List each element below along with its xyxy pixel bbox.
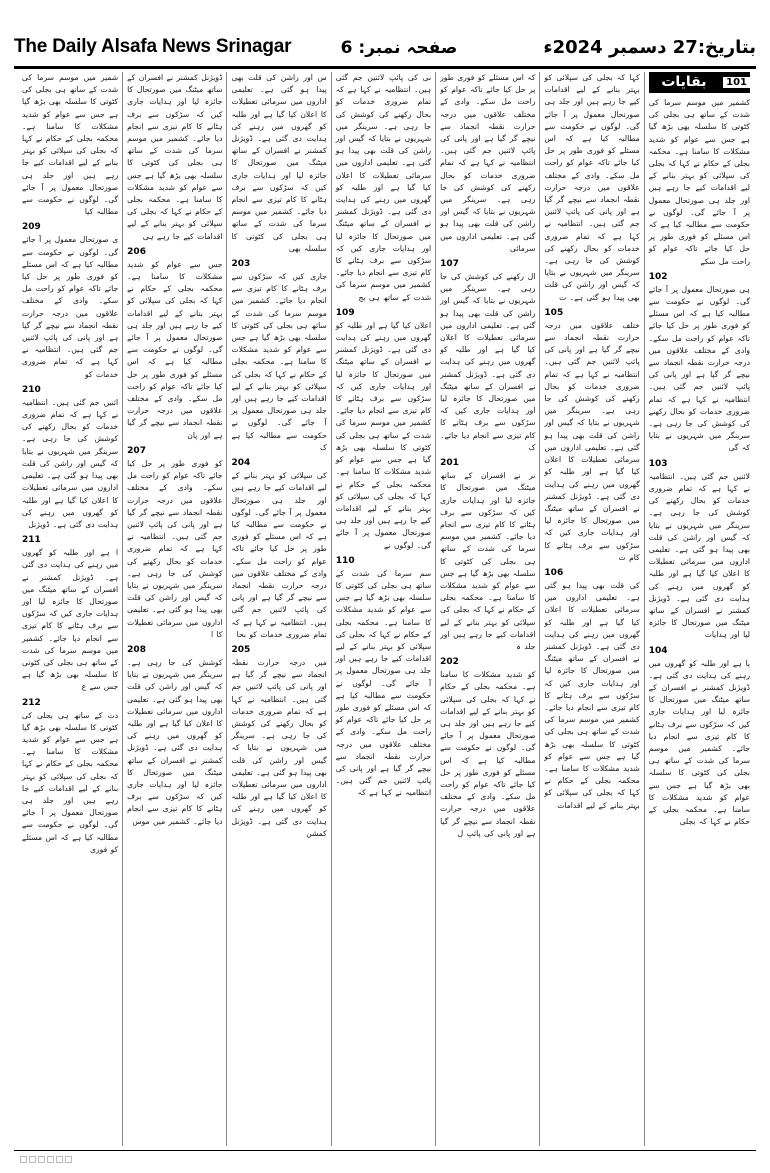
article-paragraph: نی کی پائپ لائنیں جم گئی ہیں۔ انتظامیہ نے کہا ہے کہ تمام ضروری خدمات کو بحال رکھنے کی کوشش کی جا رہی ہے۔ سرینگر میں شہریوں نے بتایا کہ گیس اور راشن کی قلت بھی پیدا ہو گئی ہے۔ تعلیمی اداروں میں سرمائی تعطیلات کا اعلان کیا گیا ہے اور طلبہ کو گھروں میں رہنے کی ہدایت دی گئی ہے۔ ڈویژنل کمشنر نے افسران کے ساتھ میٹنگ میں صورتحال کا جائزہ لیا اور ہدایات جاری کیں کہ سڑکوں سے برف ہٹانے کا کام تیزی سے انجام دیا جائے۔ کشمیر میں موسم سرما کی شدت کے ساتھ ہی بج bbox=[335, 73, 432, 302]
section-number: 201 bbox=[440, 458, 459, 469]
article-paragraph: کو فوری طور پر حل کیا جائے تاکہ عوام کو راحت مل سکے۔ وادی کے مختلف علاقوں میں درجہ حرارت نقطہ انجماد سے نیچے گر گیا ہے اور پانی کی پائپ لائنیں جم گئی ہیں۔ انتظامیہ نے کہا ہے کہ تمام ضروری خدمات کو بحال رکھنے کی کوشش کی جا رہی ہے۔ سرینگر میں شہریوں نے بتایا کہ گیس اور راشن کی قلت بھی پیدا ہو گئی ہے۔ تعلیمی اداروں میں سرمائی تعطیلات کا ا bbox=[127, 458, 223, 639]
column-2 bbox=[539, 72, 643, 1146]
section-number: 212 bbox=[22, 697, 41, 708]
article-paragraph: ال رکھنے کی کوشش کی جا رہی ہے۔ سرینگر میں شہریوں نے بتایا کہ گیس اور راشن کی قلت بھی پیدا ہو گئی ہے۔ تعلیمی اداروں میں سرمائی تعطیلات کا اعلان کیا گیا ہے اور طلبہ کو گھروں میں رہنے کی ہدایت دی گئی ہے۔ ڈویژنل کمشنر نے افسران کے ساتھ میٹنگ میں صورتحال کا جائزہ لیا اور ہدایات جاری کیں کہ سڑکوں سے برف ہٹانے کا کام تیزی سے انجام دیا جائے۔ ک bbox=[440, 272, 536, 452]
column-3 bbox=[435, 72, 539, 1146]
article-paragraph: کی قلت بھی پیدا ہو گئی ہے۔ تعلیمی اداروں میں سرمائی تعطیلات کا اعلان کیا گیا ہے اور طلبہ کو گھروں میں رہنے کی ہدایت دی گئی ہے۔ ڈویژنل کمشنر نے افسران کے ساتھ میٹنگ میں صورتحال کا جائزہ لیا اور ہدایات جاری کیں کہ سڑکوں سے برف ہٹانے کا کام تیزی سے انجام دیا جائے۔ کشمیر میں موسم سرما کی شدت کے ساتھ ہی بجلی کی کٹوتی کا سلسلہ بھی بڑھ گیا ہے جس سے عوام کو شدید مشکلات کا سامنا ہے۔ محکمہ بجلی کے حکام نے کہا کہ بجلی کی سپلائی کو بہتر بنانے کے لیے اقدامات bbox=[544, 580, 640, 810]
article-paragraph: نر نے افسران کے ساتھ میٹنگ میں صورتحال کا جائزہ لیا اور ہدایات جاری کیں کہ سڑکوں سے برف ہٹانے کا کام تیزی سے انجام دیا جائے۔ کشمیر میں موسم سرما کی شدت کے ساتھ ہی بجلی کی کٹوتی کا سلسلہ بھی بڑھ گیا ہے جس سے عوام کو شدید مشکلات کا سامنا ہے۔ محکمہ بجلی کے حکام نے کہا کہ بجلی کی سپلائی کو بہتر بنانے کے لیے اقدامات کیے جا رہے ہیں اور جلد ہ bbox=[440, 471, 536, 651]
article-paragraph: اعلان کیا گیا ہے اور طلبہ کو گھروں میں رہنے کی ہدایت دی گئی ہے۔ ڈویژنل کمشنر نے افسران کے ساتھ میٹنگ میں صورتحال کا جائزہ لیا اور ہدایات جاری کیں کہ سڑکوں سے برف ہٹانے کا کام تیزی سے انجام دیا جائے۔ کشمیر میں موسم سرما کی شدت کے ساتھ ہی بجلی کی کٹوتی کا سلسلہ بھی بڑھ گیا ہے جس سے عوام کو شدید مشکلات کا سامنا ہے۔ محکمہ بجلی کے حکام نے کہا کہ بجلی کی سپلائی کو بہتر بنانے کے لیے اقدامات کیے جا رہے ہیں اور جلد ہی صورتحال معمول پر آ جائے گی۔ لوگوں نے bbox=[335, 320, 432, 550]
article-paragraph: کہ اس مسئلے کو فوری طور پر حل کیا جائے تاکہ عوام کو راحت مل سکے۔ وادی کے مختلف علاقوں میں درجہ حرارت نقطہ انجماد سے نیچے گر گیا ہے اور پانی کی پائپ لائنیں جم گئی ہیں۔ انتظامیہ نے کہا ہے کہ تمام ضروری خدمات کو بحال رکھنے کی کوشش کی جا رہی ہے۔ سرینگر میں شہریوں نے بتایا کہ گیس اور راشن کی قلت بھی پیدا ہو گئی ہے۔ تعلیمی اداروں میں سرمائی bbox=[440, 73, 536, 253]
section-number: 203 bbox=[231, 259, 251, 270]
banner-number: 101 bbox=[723, 77, 750, 88]
section-number: 103 bbox=[648, 458, 668, 469]
section-number: 211 bbox=[22, 535, 41, 546]
column-6 bbox=[122, 72, 226, 1146]
section-number: 102 bbox=[648, 271, 668, 282]
column-5 bbox=[226, 72, 330, 1146]
section-number: 205 bbox=[231, 644, 251, 655]
column-1 bbox=[644, 72, 754, 1146]
article-paragraph: ہی صورتحال معمول پر آ جائے گی۔ لوگوں نے حکومت سے مطالبہ کیا ہے کہ اس مسئلے کو فوری طور پر حل کیا جائے تاکہ عوام کو راحت مل سکے۔ وادی کے مختلف علاقوں میں درجہ حرارت نقطہ انجماد سے نیچے گر گیا ہے اور پانی کی پائپ لائنیں جم گئی ہیں۔ انتظامیہ نے کہا ہے کہ تمام ضروری خدمات کو بحال رکھنے کی کوشش کی جا رہی ہے۔ سرینگر میں شہریوں نے بتایا کہ گی bbox=[648, 284, 750, 453]
header-rule bbox=[14, 66, 756, 69]
article-paragraph: س اور راشن کی قلت بھی پیدا ہو گئی ہے۔ تعلیمی اداروں میں سرمائی تعطیلات کا اعلان کیا گیا ہے اور طلبہ کو گھروں میں رہنے کی ہدایت دی گئی ہے۔ ڈویژنل کمشنر نے افسران کے ساتھ میٹنگ میں صورتحال کا جائزہ لیا اور ہدایات جاری کیں کہ سڑکوں سے برف ہٹانے کا کام تیزی سے انجام دیا جائے۔ کشمیر میں موسم سرما کی شدت کے ساتھ ہی بجلی کی کٹوتی کا سلسلہ بھی bbox=[231, 73, 327, 253]
section-number: 110 bbox=[335, 555, 355, 566]
section-number: 109 bbox=[335, 307, 355, 318]
article-paragraph: یا ہے اور طلبہ کو گھروں میں رہنے کی ہدایت دی گئی ہے۔ ڈویژنل کمشنر نے افسران کے ساتھ میٹنگ میں صورتحال کا جائزہ لیا اور ہدایات جاری کیں کہ سڑکوں سے برف ہٹانے کا کام تیزی سے انجام دیا جائے۔ کشمیر میں موسم سرما کی شدت کے ساتھ ہی بجلی کی کٹوتی کا سلسلہ بھی بڑھ گیا ہے جس سے عوام کو شدید مشکلات کا سامنا ہے۔ محکمہ بجلی کے حکام نے کہا کہ بجلی bbox=[648, 658, 750, 827]
issue-date: بتاریخ:27 دسمبر 2024ء bbox=[543, 36, 756, 58]
article-paragraph: ائنیں جم گئی ہیں۔ انتظامیہ نے کہا ہے کہ تمام ضروری خدمات کو بحال رکھنے کی کوشش کی جا رہی ہے۔ سرینگر میں شہریوں نے بتایا کہ گیس اور راشن کی قلت بھی پیدا ہو گئی ہے۔ تعلیمی اداروں میں سرمائی تعطیلات کا اعلان کیا گیا ہے اور طلبہ کو گھروں میں رہنے کی ہدایت دی گئی ہے۔ ڈویژنل bbox=[22, 397, 119, 529]
section-number: 107 bbox=[440, 259, 459, 270]
section-number: 210 bbox=[22, 384, 41, 395]
footer-rule bbox=[14, 1150, 756, 1151]
section-number: 105 bbox=[544, 307, 564, 318]
article-paragraph: کو شدید مشکلات کا سامنا ہے۔ محکمہ بجلی کے حکام نے کہا کہ بجلی کی سپلائی کو بہتر بنانے کے لیے اقدامات کیے جا رہے ہیں اور جلد ہی صورتحال معمول پر آ جائے گی۔ لوگوں نے حکومت سے مطالبہ کیا ہے کہ اس مسئلے کو فوری طور پر حل کیا جائے تاکہ عوام کو راحت مل سکے۔ وادی کے مختلف علاقوں میں درجہ حرارت نقطہ انجماد سے نیچے گر گیا ہے اور پانی کی پائپ ل bbox=[440, 670, 536, 838]
article-paragraph: شمیر میں موسم سرما کی شدت کے ساتھ ہی بجلی کی کٹوتی کا سلسلہ بھی بڑھ گیا ہے جس سے عوام کو شدید مشکلات کا سامنا ہے۔ محکمہ بجلی کے حکام نے کہا کہ بجلی کی سپلائی کو بہتر بنانے کے لیے اقدامات کیے جا رہے ہیں اور جلد ہی صورتحال معمول پر آ جائے گی۔ لوگوں نے حکومت سے مطالبہ کیا bbox=[22, 73, 119, 217]
article-paragraph: کہا کہ بجلی کی سپلائی کو بہتر بنانے کے لیے اقدامات کیے جا رہے ہیں اور جلد ہی صورتحال معمول پر آ جائے گی۔ لوگوں نے حکومت سے مطالبہ کیا ہے کہ اس مسئلے کو فوری طور پر حل کیا جائے تاکہ عوام کو راحت مل سکے۔ وادی کے مختلف علاقوں میں درجہ حرارت نقطہ انجماد سے نیچے گر گیا ہے اور پانی کی پائپ لائنیں جم گئی ہیں۔ انتظامیہ نے کہا ہے کہ تمام ضروری خدمات کو بحال رکھنے کی کوشش کی جا رہی ہے۔ سرینگر میں شہریوں نے بتایا کہ گیس اور راشن کی قلت بھی پیدا ہو گئی ہے۔ ت bbox=[544, 73, 640, 302]
masthead bbox=[14, 30, 756, 64]
banner-title: بقایات bbox=[661, 74, 707, 90]
article-paragraph: لائنیں جم گئی ہیں۔ انتظامیہ نے کہا ہے کہ تمام ضروری خدمات کو بحال رکھنے کی کوشش کی جا رہی ہے۔ سرینگر میں شہریوں نے بتایا کہ گیس اور راشن کی قلت بھی پیدا ہو گئی ہے۔ تعلیمی اداروں میں سرمائی تعطیلات کا اعلان کیا گیا ہے اور طلبہ کو گھروں میں رہنے کی ہدایت دی گئی ہے۔ ڈویژنل کمشنر نے افسران کے ساتھ میٹنگ میں صورتحال کا جائزہ لیا اور ہدایات bbox=[648, 471, 750, 640]
footer-marks bbox=[20, 1156, 72, 1163]
newspaper-title: The Daily Alsafa News Srinagar bbox=[14, 36, 292, 57]
article-paragraph: ختلف علاقوں میں درجہ حرارت نقطہ انجماد سے نیچے گر گیا ہے اور پانی کی پائپ لائنیں جم گئی ہیں۔ انتظامیہ نے کہا ہے کہ تمام ضروری خدمات کو بحال رکھنے کی کوشش کی جا رہی ہے۔ سرینگر میں شہریوں نے بتایا کہ گیس اور راشن کی قلت بھی پیدا ہو گئی ہے۔ تعلیمی اداروں میں سرمائی تعطیلات کا اعلان کیا گیا ہے اور طلبہ کو گھروں میں رہنے کی ہدایت دی گئی ہے۔ ڈویژنل کمشنر نے افسران کے ساتھ میٹنگ میں صورتحال کا جائزہ لیا اور ہدایات جاری کیں کہ سڑکوں سے برف ہٹانے کا کام ت bbox=[544, 320, 640, 562]
section-number: 209 bbox=[22, 222, 41, 233]
article-paragraph: ی صورتحال معمول پر آ جائے گی۔ لوگوں نے حکومت سے مطالبہ کیا ہے کہ اس مسئلے کو فوری طور پر حل کیا جائے تاکہ عوام کو راحت مل سکے۔ وادی کے مختلف علاقوں میں درجہ حرارت نقطہ انجماد سے نیچے گر گیا ہے اور پانی کی پائپ لائنیں جم گئی ہیں۔ انتظامیہ نے کہا ہے کہ تمام ضروری خدمات کو bbox=[22, 235, 119, 379]
article-paragraph: کشمیر میں موسم سرما کی شدت کے ساتھ ہی بجلی کی کٹوتی کا سلسلہ بھی بڑھ گیا ہے جس سے عوام کو شدید مشکلات کا سامنا ہے۔ محکمہ بجلی کے حکام نے کہا کہ بجلی کی سپلائی کو بہتر بنانے کے لیے اقدامات کیے جا رہے ہیں اور جلد ہی صورتحال معمول پر آ جائے گی۔ لوگوں نے حکومت سے مطالبہ کیا ہے کہ اس مسئلے کو فوری طور پر حل کیا جائے تاکہ عوام کو راحت مل سکے bbox=[648, 98, 750, 266]
column-7 bbox=[18, 72, 122, 1146]
section-number: 104 bbox=[648, 645, 668, 656]
section-number: 206 bbox=[127, 246, 146, 257]
page-number: صفحہ نمبر: 6 bbox=[340, 37, 458, 58]
article-paragraph: جاری کیں کہ سڑکوں سے برف ہٹانے کا کام تیزی سے انجام دیا جائے۔ کشمیر میں موسم سرما کی شدت کے ساتھ ہی بجلی کی کٹوتی کا سلسلہ بھی بڑھ گیا ہے جس سے عوام کو شدید مشکلات کا سامنا ہے۔ محکمہ بجلی کے حکام نے کہا کہ بجلی کی سپلائی کو بہتر بنانے کے لیے اقدامات کیے جا رہے ہیں اور جلد ہی صورتحال معمول پر آ جائے گی۔ لوگوں نے حکومت سے مطالبہ کیا ہے ک bbox=[231, 272, 327, 452]
section-number: 106 bbox=[544, 567, 564, 578]
article-paragraph: کی سپلائی کو بہتر بنانے کے لیے اقدامات کیے جا رہے ہیں اور جلد ہی صورتحال معمول پر آ جائے گی۔ لوگوں نے حکومت سے مطالبہ کیا ہے کہ اس مسئلے کو فوری طور پر حل کیا جائے تاکہ عوام کو راحت مل سکے۔ وادی کے مختلف علاقوں میں درجہ حرارت نقطہ انجماد سے نیچے گر گیا ہے اور پانی کی پائپ لائنیں جم گئی ہیں۔ انتظامیہ نے کہا ہے کہ تمام ضروری خدمات کو بحا bbox=[231, 471, 327, 639]
article-paragraph: کوشش کی جا رہی ہے۔ سرینگر میں شہریوں نے بتایا کہ گیس اور راشن کی قلت بھی پیدا ہو گئی ہے۔ تعلیمی اداروں میں سرمائی تعطیلات کا اعلان کیا گیا ہے اور طلبہ کو گھروں میں رہنے کی ہدایت دی گئی ہے۔ ڈویژنل کمشنر نے افسران کے ساتھ میٹنگ میں صورتحال کا جائزہ لیا اور ہدایات جاری کیں کہ سڑکوں سے برف ہٹانے کا کام تیزی سے انجام دیا جائے۔ کشمیر میں موس bbox=[127, 657, 223, 826]
column-4 bbox=[331, 72, 435, 1146]
article-paragraph: جس سے عوام کو شدید مشکلات کا سامنا ہے۔ محکمہ بجلی کے حکام نے کہا کہ بجلی کی سپلائی کو بہتر بنانے کے لیے اقدامات کیے جا رہے ہیں اور جلد ہی صورتحال معمول پر آ جائے گی۔ لوگوں نے حکومت سے مطالبہ کیا ہے کہ اس مسئلے کو فوری طور پر حل کیا جائے تاکہ عوام کو راحت مل سکے۔ وادی کے مختلف علاقوں میں درجہ حرارت نقطہ انجماد سے نیچے گر گیا ہے اور پان bbox=[127, 259, 223, 440]
article-paragraph: ا ہے اور طلبہ کو گھروں میں رہنے کی ہدایت دی گئی ہے۔ ڈویژنل کمشنر نے افسران کے ساتھ میٹنگ میں صورتحال کا جائزہ لیا اور ہدایات جاری کیں کہ سڑکوں سے برف ہٹانے کا کام تیزی سے انجام دیا جائے۔ کشمیر میں موسم سرما کی شدت کے ساتھ ہی بجلی کی کٹوتی کا سلسلہ بھی بڑھ گیا ہے جس سے ع bbox=[22, 548, 119, 692]
section-number: 208 bbox=[127, 644, 146, 655]
section-number: 207 bbox=[127, 445, 146, 456]
article-paragraph: ڈویژنل کمشنر نے افسران کے ساتھ میٹنگ میں صورتحال کا جائزہ لیا اور ہدایات جاری کیں کہ سڑکوں سے برف ہٹانے کا کام تیزی سے انجام دیا جائے۔ کشمیر میں موسم سرما کی شدت کے ساتھ ہی بجلی کی کٹوتی کا سلسلہ بھی بڑھ گیا ہے جس سے عوام کو شدید مشکلات کا سامنا ہے۔ محکمہ بجلی کے حکام نے کہا کہ بجلی کی سپلائی کو بہتر بنانے کے لیے اقدامات کیے جا رہے ہی bbox=[127, 73, 223, 241]
section-number: 204 bbox=[231, 458, 251, 469]
article-paragraph: میں درجہ حرارت نقطہ انجماد سے نیچے گر گیا ہے اور پانی کی پائپ لائنیں جم گئی ہیں۔ انتظامیہ نے کہا ہے کہ تمام ضروری خدمات کو بحال رکھنے کی کوشش کی جا رہی ہے۔ سرینگر میں شہریوں نے بتایا کہ گیس اور راشن کی قلت بھی پیدا ہو گئی ہے۔ تعلیمی اداروں میں سرمائی تعطیلات کا اعلان کیا گیا ہے اور طلبہ کو گھروں میں رہنے کی ہدایت دی گئی ہے۔ ڈویژنل کمشن bbox=[231, 657, 327, 838]
article-columns bbox=[18, 72, 754, 1146]
article-paragraph: دت کے ساتھ ہی بجلی کی کٹوتی کا سلسلہ بھی بڑھ گیا ہے جس سے عوام کو شدید مشکلات کا سامنا ہے۔ محکمہ بجلی کے حکام نے کہا کہ بجلی کی سپلائی کو بہتر بنانے کے لیے اقدامات کیے جا رہے ہیں اور جلد ہی صورتحال معمول پر آ جائے گی۔ لوگوں نے حکومت سے مطالبہ کیا ہے کہ اس مسئلے کو فوری bbox=[22, 710, 119, 854]
article-paragraph: سم سرما کی شدت کے ساتھ ہی بجلی کی کٹوتی کا سلسلہ بھی بڑھ گیا ہے جس سے عوام کو شدید مشکلات کا سامنا ہے۔ محکمہ بجلی کے حکام نے کہا کہ بجلی کی سپلائی کو بہتر بنانے کے لیے اقدامات کیے جا رہے ہیں اور جلد ہی صورتحال معمول پر آ جائے گی۔ لوگوں نے حکومت سے مطالبہ کیا ہے کہ اس مسئلے کو فوری طور پر حل کیا جائے تاکہ عوام کو راحت مل سکے۔ وادی کے مختلف علاقوں میں درجہ حرارت نقطہ انجماد سے نیچے گر گیا ہے اور پانی کی پائپ لائنیں جم گئی ہیں۔ انتظامیہ نے کہا ہے کہ bbox=[335, 568, 432, 798]
section-banner bbox=[649, 72, 750, 93]
section-number: 202 bbox=[440, 657, 459, 668]
